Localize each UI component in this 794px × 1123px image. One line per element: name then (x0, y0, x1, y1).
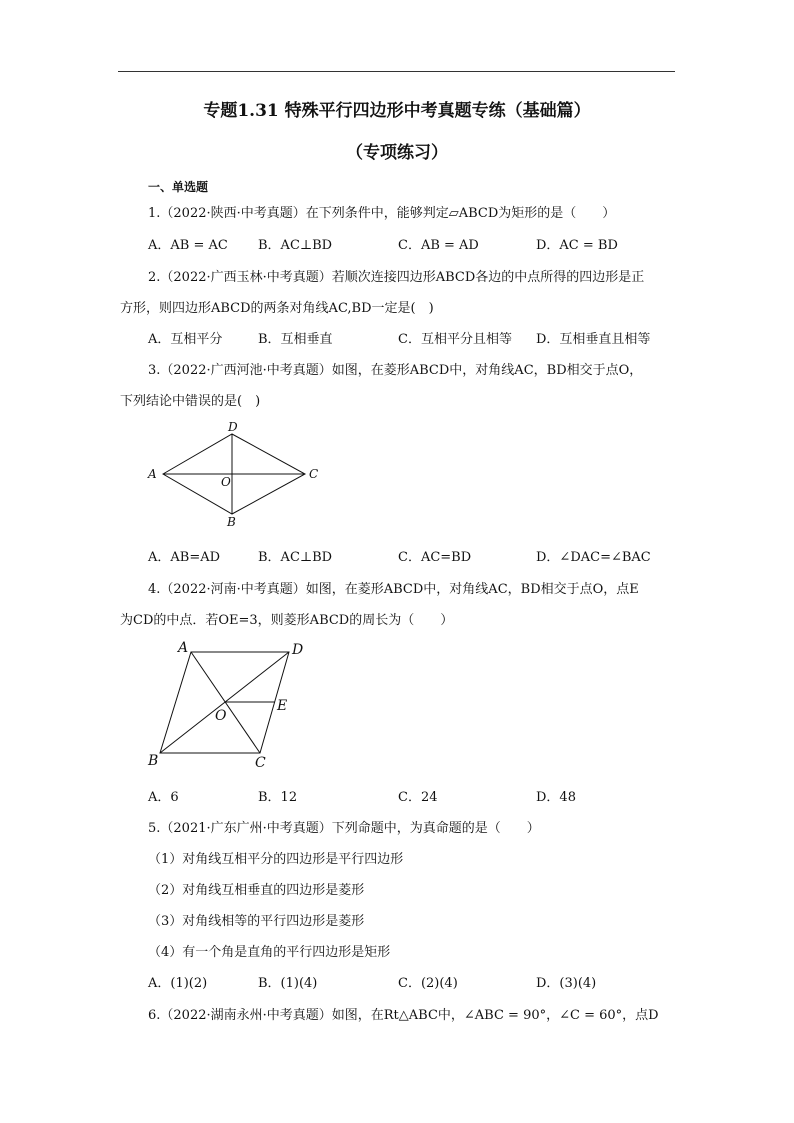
label-c: C (309, 467, 319, 481)
q5-statement-4: （4）有一个角是直角的平行四边形是矩形 (148, 945, 391, 960)
q4-option-c: C．24 (398, 790, 438, 805)
header-rule (118, 71, 675, 72)
q5-option-a: A．(1)(2) (148, 976, 208, 991)
q2-line1: 2.（2022·广西玉林·中考真题）若顺次连接四边形ABCD各边的中点所得的四边形是正 (148, 270, 645, 285)
q1-option-b: B．AC⊥BD (258, 238, 333, 253)
label-e: E (277, 698, 288, 714)
q4-option-d: D．48 (536, 790, 576, 805)
q5-statement-3: （3）对角线相等的平行四边形是菱形 (148, 914, 365, 929)
label-o: O (215, 708, 227, 724)
q5-text: 5.（2021·广东广州·中考真题）下列命题中，为真命题的是（ ） (148, 821, 540, 836)
q3-line2: 下列结论中错误的是( ) (120, 394, 261, 409)
q3-line1: 3.（2022·广西河池·中考真题）如图，在菱形ABCD中，对角线AC，BD相交于点O， (148, 363, 643, 378)
q5-option-c: C．(2)(4) (398, 976, 458, 991)
q3-option-c: C．AC=BD (398, 550, 472, 565)
q5-option-b: B．(1)(4) (258, 976, 318, 991)
label-b: B (148, 753, 159, 769)
q4-line2: 为CD的中点．若OE=3，则菱形ABCD的周长为（ ） (120, 613, 454, 628)
label-b: B (227, 515, 236, 529)
q3-option-d: D．∠DAC=∠BAC (536, 550, 651, 565)
label-o: O (221, 475, 231, 489)
q1-option-c: C．AB = AD (398, 238, 479, 253)
q3-option-a: A．AB=AD (148, 550, 221, 565)
label-a: A (148, 467, 157, 481)
q4-line1: 4.（2022·河南·中考真题）如图，在菱形ABCD中，对角线AC，BD相交于点O，点E (148, 582, 639, 597)
q4-option-b: B．12 (258, 790, 298, 805)
page-title: 专题1.31 特殊平行四边形中考真题专练（基础篇） (203, 101, 591, 121)
label-d: D (292, 642, 304, 658)
q1-text: 1.（2022·陕西·中考真题）在下列条件中，能够判定▱ABCD为矩形的是（ ） (148, 206, 616, 221)
q4-rhombus-figure (140, 636, 315, 776)
q2-option-c: C．互相平分且相等 (398, 332, 512, 347)
q5-statement-1: （1）对角线互相平分的四边形是平行四边形 (148, 852, 404, 867)
q1-option-d: D．AC = BD (536, 238, 618, 253)
section-heading: 一、单选题 (148, 180, 209, 194)
q5-option-d: D．(3)(4) (536, 976, 597, 991)
label-d: D (228, 420, 238, 434)
q3-option-b: B．AC⊥BD (258, 550, 333, 565)
q4-option-a: A．6 (148, 790, 179, 805)
page-subtitle: （专项练习） (346, 143, 448, 163)
q2-option-d: D．互相垂直且相等 (536, 332, 651, 347)
q1-option-a: A．AB = AC (148, 238, 228, 253)
q6-text: 6.（2022·湖南永州·中考真题）如图，在Rt△ABC中，∠ABC = 90°，∠C = 60°，点D (148, 1008, 659, 1023)
label-a: A (178, 640, 189, 656)
q3-rhombus-figure (145, 418, 325, 533)
label-c: C (255, 755, 266, 771)
q2-option-a: A．互相平分 (148, 332, 223, 347)
q2-option-b: B．互相垂直 (258, 332, 333, 347)
q5-statement-2: （2）对角线互相垂直的四边形是菱形 (148, 883, 365, 898)
q2-line2: 方形，则四边形ABCD的两条对角线AC,BD一定是( ) (120, 301, 434, 316)
